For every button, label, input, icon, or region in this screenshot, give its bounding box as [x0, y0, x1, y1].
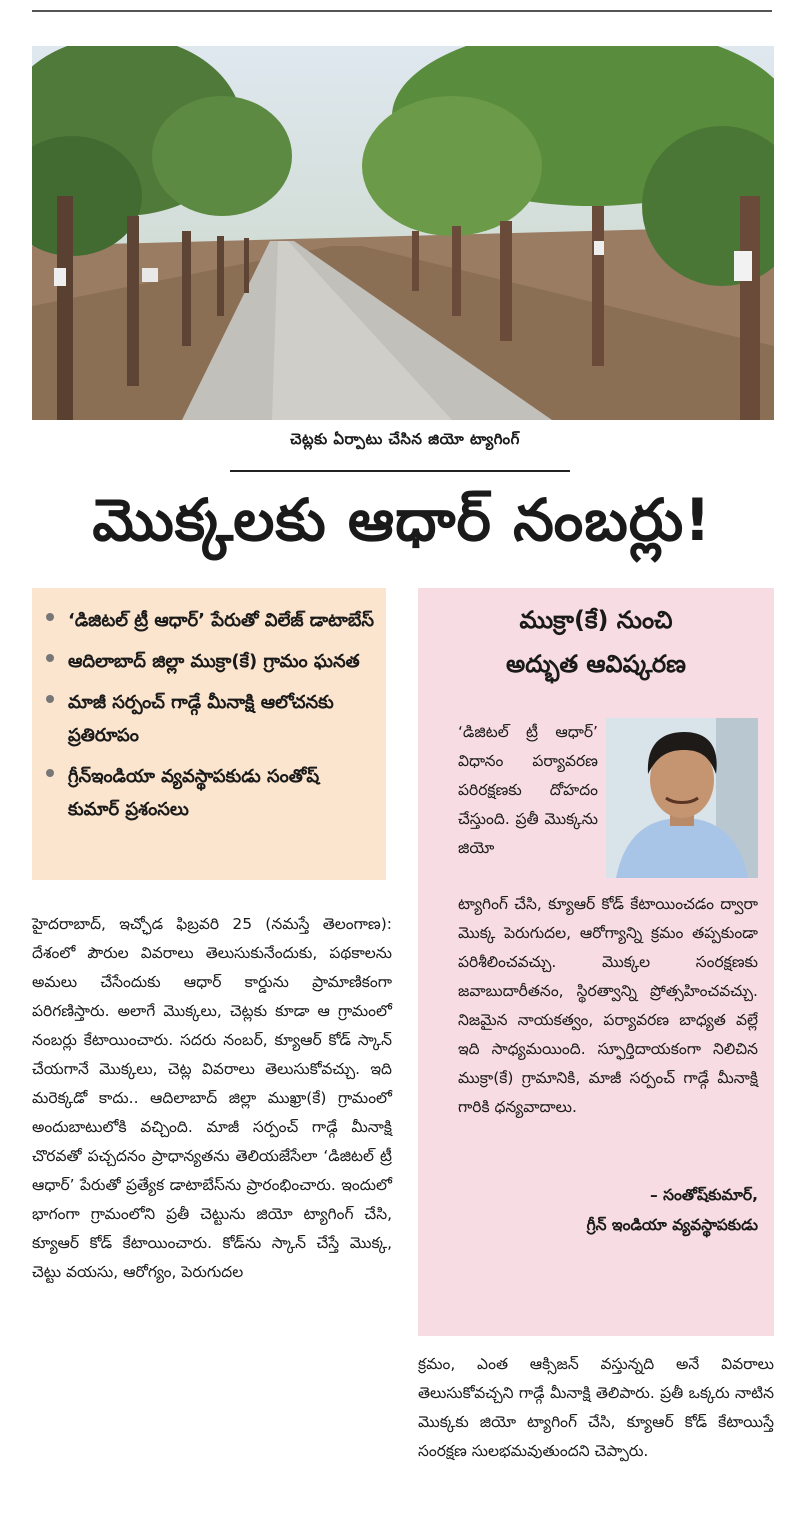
caption-divider	[230, 470, 570, 472]
sidebar-quote-narrow: ‘డిజిటల్ ట్రీ ఆధార్’ విధానం పర్యావరణ పరిరక్షణకు దోహదం చేస్తుంది. ప్రతీ మొక్కను జియో	[458, 723, 598, 857]
highlight-item	[46, 686, 376, 752]
top-divider	[32, 10, 772, 12]
highlight-item	[46, 760, 376, 826]
sidebar-title	[418, 598, 774, 686]
quote-sidebar	[418, 588, 774, 1336]
highlights-box	[32, 588, 386, 880]
highlight-item	[46, 604, 376, 637]
photo-illustration	[32, 46, 774, 420]
portrait-illustration	[606, 718, 758, 878]
article-body-left: హైదరాబాద్, ఇచ్ఛోడ ఫిబ్రవరి 25 (నమస్తే తెలంగాణ): దేశంలో పౌరుల వివరాలు తెలుసుకునేందుకు, పథకాలను అమలు చేసేందుకు ఆధార్ కార్డును ప్రామాణికంగా పరిగణిస్తారు. అలాగే మొక్కలు, చెట్లకు కూడా ఆ గ్రామంలో నంబర్లు కేటాయించారు. సదరు నంబర్, క్యూఆర్ కోడ్ స్కాన్ చేయగానే మొక్కలు, చెట్ల వివరాలు తెలుసుకోవచ్చు. ఇది మరెక్కడో కాదు.. ఆదిలాబాద్ జిల్లా ముఖ్రా(కే) గ్రామంలో అందుబాటులోకి వచ్చింది. మాజీ సర్పంచ్ గాడ్గే మీనాక్షి చొరవతో పచ్చదనం ప్రాధాన్యతను తెలియజేసేలా ‘డిజిటల్ ట్రీ ఆధార్’ పేరుతో ప్రత్యేక డాటాబేస్‌ను ప్రారంభించారు. ఇందులో భాగంగా గ్రామంలోని ప్రతీ చెట్టును జియో ట్యాగింగ్ చేసి, క్యూఆర్ కోడ్ కేటాయించారు. కోడ్‌ను స్కాన్ చేస్తే మొక్క, చెట్టు వయసు, ఆరోగ్యం, పెరుగుదల	[32, 915, 392, 1281]
sidebar-quote-wide: ట్యాగింగ్ చేసి, క్యూఆర్ కోడ్ కేటాయించడం ద్వారా మొక్క పెరుగుదల, ఆరోగ్యాన్ని క్రమం తప్పకుండా పరిశీలించవచ్చు. మొక్కల సంరక్షణకు జవాబుదారీతనం, స్థిరత్వాన్ని ప్రోత్సహించవచ్చు. నిజమైన నాయకత్వం, పర్యావరణ బాధ్యత వల్లే ఇది సాధ్యమయింది. స్ఫూర్తిదాయకంగా నిలిచిన ముక్రా(కే) గ్రామానికి, మాజీ సర్పంచ్ గాడ్గే మీనాక్షి గారికి ధన్యవాదాలు.	[458, 895, 758, 1116]
bullet-icon	[46, 769, 54, 777]
highlight-text: ‘డిజిటల్ ట్రీ ఆధార్’ పేరుతో విలేజ్ డాటాబేస్	[68, 610, 374, 631]
signature-role: గ్రీన్ ఇండియా వ్యవస్థాపకుడు	[586, 1216, 758, 1234]
sidebar-title-line2: అద్భుత ఆవిష్కరణ	[506, 650, 686, 678]
bullet-icon	[46, 654, 54, 662]
signature-name: – సంతోష్‌కుమార్,	[650, 1186, 758, 1204]
highlight-text: మాజీ సర్పంచ్ గాడ్గే మీనాక్షి ఆలోచనకు ప్రతిరూపం	[68, 692, 334, 746]
sidebar-title-line1: ముక్రా(కే) నుంచి	[519, 606, 673, 634]
headline: మొక్కలకు ఆధార్ నంబర్లు!	[92, 486, 712, 554]
bullet-icon	[46, 613, 54, 621]
person-portrait-icon	[606, 718, 758, 878]
sidebar-signature	[458, 1180, 758, 1240]
highlight-item	[46, 645, 376, 678]
bullet-icon	[46, 695, 54, 703]
highlight-text: గ్రీన్ఇండియా వ్యవస్థాపకుడు సంతోష్ కుమార్ ప్రశంసలు	[68, 766, 320, 820]
highlight-text: ఆదిలాబాద్ జిల్లా ముక్రా(కే) గ్రామం ఘనత	[68, 651, 360, 672]
tree-lined-road-photo	[32, 46, 774, 420]
photo-caption: చెట్లకు ఏర్పాటు చేసిన జియో ట్యాగింగ్	[290, 430, 520, 448]
article-body-right: క్రమం, ఎంత ఆక్సిజన్ వస్తున్నది అనే వివరాలు తెలుసుకోవచ్చని గాడ్గే మీనాక్షి తెలిపారు. ప్రతీ ఒక్కరు నాటిన మొక్కకు జియో ట్యాగింగ్ చేసి, క్యూఆర్ కోడ్ కేటాయిస్తే సంరక్షణ సులభమవుతుందని చెప్పారు.	[418, 1355, 774, 1460]
